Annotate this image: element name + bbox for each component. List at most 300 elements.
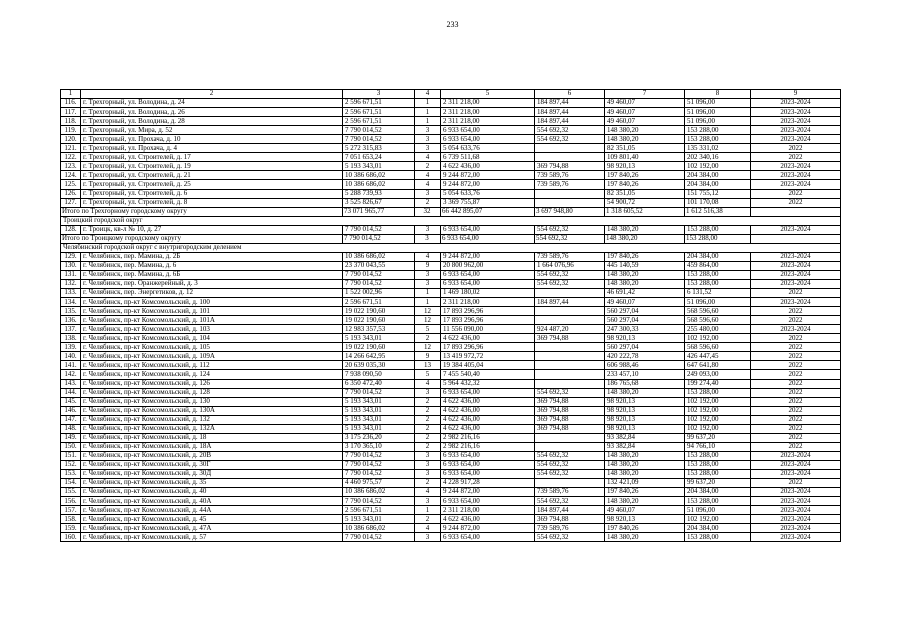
subtotal-label: Итого по Троицкому городскому округу [61,234,343,243]
value-cell: 2 982 216,16 [441,442,535,451]
value-cell: 102 192,00 [685,334,751,343]
value-cell: 2 [415,433,441,442]
row-number: 119. [61,126,81,135]
value-cell: 2022 [751,144,841,153]
value-cell: 197 840,26 [605,180,685,189]
value-cell: 420 222,78 [605,352,685,361]
row-number: 118. [61,117,81,126]
table-row [61,451,841,460]
value-cell: 4 460 975,57 [343,479,415,488]
address-cell: г. Трехгорный, ул. Строителей, д. 6 [81,189,343,198]
value-cell: 6 933 654,00 [441,126,535,135]
row-number: 133. [61,289,81,298]
row-number: 147. [61,415,81,424]
value-cell: 14 266 642,95 [343,352,415,361]
value-cell: 82 351,05 [605,144,685,153]
value-cell: 98 920,13 [605,415,685,424]
table-row [61,117,841,126]
row-number: 157. [61,506,81,515]
value-cell: 2023-2024 [751,108,841,117]
table-row [61,415,841,424]
value-cell: 554 692,32 [535,388,605,397]
address-cell: г. Челябинск, пр-кт Комсомольский, д. 45 [81,515,343,524]
value-cell: 554 692,32 [535,126,605,135]
value-cell: 9 244 872,00 [441,252,535,261]
value-cell: 5 193 343,01 [343,406,415,415]
value-cell: 2022 [751,361,841,370]
value-cell [535,289,605,298]
value-cell [535,144,605,153]
value-cell: 2022 [751,289,841,298]
value-cell: 148 380,20 [605,270,685,279]
value-cell: 148 380,20 [605,126,685,135]
value-cell: 13 [415,361,441,370]
table-row [61,433,841,442]
table-row [61,334,841,343]
value-cell: 6 739 511,68 [441,153,535,162]
value-cell: 3 [415,533,441,542]
value-cell: 7 455 540,40 [441,370,535,379]
value-cell: 98 920,13 [605,406,685,415]
value-cell: 51 096,00 [685,117,751,126]
value-cell: 184 897,44 [535,99,605,108]
value-cell: 739 589,76 [535,488,605,497]
value-cell: 2 311 218,00 [441,117,535,126]
row-number: 156. [61,497,81,506]
value-cell: 2023-2024 [751,99,841,108]
value-cell: 924 487,20 [535,325,605,334]
value-cell [535,442,605,451]
value-cell: 153 288,00 [685,469,751,478]
value-cell: 98 920,13 [605,424,685,433]
value-cell: 7 790 014,52 [343,460,415,469]
table-row [61,424,841,433]
value-cell: 6 933 654,00 [441,460,535,469]
row-number: 132. [61,279,81,288]
value-cell: 49 460,07 [605,108,685,117]
table-row [61,524,841,533]
value-cell: 2023-2024 [751,162,841,171]
value-cell: 9 [415,352,441,361]
value-cell: 54 900,72 [605,198,685,207]
value-cell: 568 596,60 [685,316,751,325]
table-row [61,198,841,207]
value-cell: 98 920,13 [605,397,685,406]
value-cell: 3 [415,469,441,478]
row-number: 155. [61,488,81,497]
address-cell: г. Челябинск, пр-кт Комсомольский, д. 126 [81,379,343,388]
value-cell: 7 790 014,52 [343,388,415,397]
value-cell: 2 [415,424,441,433]
value-cell: 197 840,26 [605,524,685,533]
table-row [61,352,841,361]
value-cell: 5 193 343,01 [343,334,415,343]
value-cell: 19 022 190,60 [343,316,415,325]
header-cell: 1 [61,90,81,99]
row-number: 141. [61,361,81,370]
value-cell: 5 054 633,76 [441,144,535,153]
value-cell: 184 897,44 [535,117,605,126]
table-row [61,479,841,488]
address-cell: г. Челябинск, пр-кт Комсомольский, д. 18А [81,442,343,451]
value-cell: 102 192,00 [685,415,751,424]
value-cell: 2 [415,479,441,488]
value-cell [535,361,605,370]
section-title-row [61,243,841,252]
value-cell: 4 622 436,00 [441,162,535,171]
value-cell: 202 340,16 [685,153,751,162]
table-body [61,90,841,542]
value-cell: 554 692,32 [535,451,605,460]
row-number: 138. [61,334,81,343]
value-cell: 7 790 014,52 [343,270,415,279]
value-cell: 9 244 872,00 [441,180,535,189]
value-cell: 6 933 654,00 [441,388,535,397]
value-cell: 233 457,10 [605,370,685,379]
value-cell: 1 [415,289,441,298]
value-cell: 5 193 343,01 [343,397,415,406]
value-cell [535,307,605,316]
table-row [61,180,841,189]
table-row [61,225,841,234]
value-cell: 153 288,00 [685,135,751,144]
value-cell: 739 589,76 [535,524,605,533]
value-cell: 9 244 872,00 [441,488,535,497]
value-cell: 554 692,32 [535,497,605,506]
address-cell: г. Челябинск, пр-кт Комсомольский, д. 101А [81,316,343,325]
value-cell: 3 525 826,67 [343,198,415,207]
subtotal-cell: 7 790 014,52 [343,234,415,243]
value-cell: 2023-2024 [751,261,841,270]
subtotal-row [61,234,841,243]
subtotal-cell [751,234,841,243]
value-cell: 148 380,20 [605,451,685,460]
value-cell: 153 288,00 [685,279,751,288]
value-cell: 2023-2024 [751,506,841,515]
value-cell: 6 933 654,00 [441,469,535,478]
value-cell: 3 [415,270,441,279]
subtotal-cell: 3 [415,234,441,243]
value-cell: 153 288,00 [685,225,751,234]
value-cell: 2 [415,198,441,207]
value-cell: 647 641,80 [685,361,751,370]
value-cell: 3 175 236,20 [343,433,415,442]
value-cell: 184 897,44 [535,298,605,307]
value-cell: 2023-2024 [751,135,841,144]
value-cell: 5 193 343,01 [343,415,415,424]
value-cell: 153 288,00 [685,388,751,397]
value-cell: 12 [415,307,441,316]
value-cell: 2022 [751,370,841,379]
value-cell: 184 897,44 [535,506,605,515]
value-cell: 369 794,88 [535,515,605,524]
address-cell: г. Трехгорный, ул. Строителей, д. 21 [81,171,343,180]
value-cell: 3 [415,497,441,506]
subtotal-label: Итого по Трехгорному городскому округу [61,207,343,216]
value-cell: 5 964 432,32 [441,379,535,388]
value-cell: 19 384 405,04 [441,361,535,370]
value-cell: 102 192,00 [685,515,751,524]
row-number: 129. [61,252,81,261]
table-row [61,171,841,180]
value-cell: 153 288,00 [685,533,751,542]
row-number: 116. [61,99,81,108]
value-cell: 2023-2024 [751,171,841,180]
address-cell: г. Челябинск, пр-кт Комсомольский, д. 130 [81,397,343,406]
table-row [61,144,841,153]
value-cell: 49 460,07 [605,117,685,126]
table-row [61,488,841,497]
value-cell: 5 [415,325,441,334]
value-cell: 20 639 035,30 [343,361,415,370]
table-row [61,126,841,135]
address-cell: г. Трехгорный, ул. Строителей, д. 25 [81,180,343,189]
address-cell: г. Челябинск, пр-кт Комсомольский, д. 109А [81,352,343,361]
row-number: 140. [61,352,81,361]
value-cell: 2022 [751,379,841,388]
value-cell: 5 054 633,76 [441,189,535,198]
row-number: 123. [61,162,81,171]
value-cell: 2022 [751,189,841,198]
table-row [61,252,841,261]
value-cell: 369 794,88 [535,424,605,433]
address-cell: г. Трехгорный, ул. Строителей, д. 17 [81,153,343,162]
value-cell: 6 933 654,00 [441,451,535,460]
value-cell: 6 933 654,00 [441,270,535,279]
value-cell: 82 351,05 [605,189,685,198]
value-cell: 6 933 654,00 [441,225,535,234]
table-row [61,388,841,397]
value-cell: 369 794,88 [535,406,605,415]
header-cell: 4 [415,90,441,99]
value-cell: 3 [415,460,441,469]
table-row [61,442,841,451]
value-cell: 151 755,12 [685,189,751,198]
value-cell: 7 790 014,52 [343,279,415,288]
value-cell: 3 [415,225,441,234]
value-cell [535,352,605,361]
value-cell: 3 [415,135,441,144]
value-cell: 199 274,40 [685,379,751,388]
value-cell: 4 [415,524,441,533]
header-cell: 2 [81,90,343,99]
value-cell: 7 790 014,52 [343,135,415,144]
value-cell: 2023-2024 [751,270,841,279]
value-cell: 4 622 436,00 [441,397,535,406]
value-cell: 4 [415,252,441,261]
value-cell: 2023-2024 [751,460,841,469]
value-cell: 3 [415,126,441,135]
value-cell: 1 [415,108,441,117]
value-cell: 2 [415,162,441,171]
header-cell: 8 [685,90,751,99]
row-number: 122. [61,153,81,162]
value-cell: 99 637,20 [685,479,751,488]
value-cell: 554 692,32 [535,460,605,469]
row-number: 153. [61,469,81,478]
value-cell: 7 790 014,52 [343,469,415,478]
address-cell: г. Трехгорный, ул. Строителей, д. 8 [81,198,343,207]
value-cell: 197 840,26 [605,171,685,180]
value-cell: 12 983 357,53 [343,325,415,334]
value-cell: 5 193 343,01 [343,162,415,171]
table-row [61,533,841,542]
value-cell: 2 [415,334,441,343]
subtotal-cell: 6 933 654,00 [441,234,535,243]
value-cell: 148 380,20 [605,388,685,397]
value-cell: 9 244 872,00 [441,524,535,533]
address-cell: г. Трехгорный, ул. Володина, д. 24 [81,99,343,108]
value-cell: 2023-2024 [751,252,841,261]
table-row [61,270,841,279]
row-number: 131. [61,270,81,279]
value-cell: 6 131,52 [685,289,751,298]
value-cell: 19 022 190,60 [343,307,415,316]
value-cell: 2022 [751,388,841,397]
section-title-row [61,216,841,225]
value-cell: 2022 [751,397,841,406]
row-number: 121. [61,144,81,153]
value-cell [535,343,605,352]
value-cell: 51 096,00 [685,108,751,117]
row-number: 128. [61,225,81,234]
value-cell: 560 297,04 [605,307,685,316]
value-cell: 4 [415,171,441,180]
value-cell: 2022 [751,352,841,361]
table-row [61,289,841,298]
row-number: 149. [61,433,81,442]
address-cell: г. Челябинск, пер. Энергетиков, д. 12 [81,289,343,298]
table-row [61,298,841,307]
value-cell: 153 288,00 [685,270,751,279]
value-cell: 4 622 436,00 [441,334,535,343]
value-cell: 255 480,00 [685,325,751,334]
value-cell: 204 384,00 [685,180,751,189]
table-row [61,99,841,108]
value-cell: 247 300,33 [605,325,685,334]
row-number: 117. [61,108,81,117]
value-cell: 560 297,04 [605,316,685,325]
value-cell: 4 622 436,00 [441,424,535,433]
value-cell: 739 589,76 [535,252,605,261]
value-cell: 2 596 671,51 [343,108,415,117]
value-cell: 10 386 686,02 [343,180,415,189]
table-row [61,497,841,506]
value-cell: 554 692,32 [535,279,605,288]
address-cell: г. Челябинск, пр-кт Комсомольский, д. 57 [81,533,343,542]
value-cell: 6 933 654,00 [441,533,535,542]
table-row [61,153,841,162]
value-cell: 102 192,00 [685,397,751,406]
value-cell: 98 920,13 [605,162,685,171]
header-cell: 9 [751,90,841,99]
table-row [61,279,841,288]
value-cell: 153 288,00 [685,451,751,460]
address-cell: г. Трехгорный, ул. Строителей, д. 19 [81,162,343,171]
value-cell: 2 596 671,51 [343,99,415,108]
row-number: 120. [61,135,81,144]
value-cell: 369 794,88 [535,415,605,424]
subtotal-cell: 3 697 948,80 [535,207,605,216]
value-cell: 7 938 090,50 [343,370,415,379]
value-cell: 739 589,76 [535,180,605,189]
address-cell: г. Трехгорный, ул. Мира, д. 52 [81,126,343,135]
address-cell: г. Челябинск, пр-кт Комсомольский, д. 20В [81,451,343,460]
value-cell: 102 192,00 [685,162,751,171]
address-cell: г. Челябинск, пр-кт Комсомольский, д. 40А [81,497,343,506]
table-row [61,162,841,171]
value-cell: 2 596 671,51 [343,298,415,307]
data-table [60,89,841,542]
row-number: 152. [61,460,81,469]
value-cell: 560 297,04 [605,343,685,352]
value-cell: 10 386 686,02 [343,488,415,497]
row-number: 158. [61,515,81,524]
address-cell: г. Трехгорный, ул. Прохача, д. 10 [81,135,343,144]
address-cell: г. Челябинск, пр-кт Комсомольский, д. 124 [81,370,343,379]
value-cell: 186 765,68 [605,379,685,388]
value-cell: 204 384,00 [685,252,751,261]
value-cell: 148 380,20 [605,497,685,506]
value-cell: 554 692,32 [535,533,605,542]
value-cell [535,479,605,488]
row-number: 144. [61,388,81,397]
value-cell: 2 [415,415,441,424]
table-row [61,325,841,334]
value-cell: 184 897,44 [535,108,605,117]
value-cell: 6 350 472,40 [343,379,415,388]
row-number: 136. [61,316,81,325]
address-cell: г. Челябинск, пр-кт Комсомольский, д. 104 [81,334,343,343]
value-cell: 2022 [751,307,841,316]
value-cell: 1 469 180,02 [441,289,535,298]
row-number: 160. [61,533,81,542]
value-cell: 148 380,20 [605,460,685,469]
value-cell: 7 790 014,52 [343,497,415,506]
value-cell: 2022 [751,479,841,488]
header-cell: 7 [605,90,685,99]
value-cell: 2023-2024 [751,225,841,234]
value-cell: 135 331,02 [685,144,751,153]
row-number: 159. [61,524,81,533]
value-cell: 4 [415,488,441,497]
value-cell: 554 692,32 [535,469,605,478]
value-cell: 46 691,42 [605,289,685,298]
value-cell: 2022 [751,415,841,424]
address-cell: г. Челябинск, пр-кт Комсомольский, д. 132 [81,415,343,424]
value-cell: 2 982 216,16 [441,433,535,442]
address-cell: г. Челябинск, пр-кт Комсомольский, д. 130А [81,406,343,415]
value-cell: 5 193 343,01 [343,424,415,433]
value-cell: 197 840,26 [605,252,685,261]
address-cell: г. Челябинск, пр-кт Комсомольский, д. 35 [81,479,343,488]
address-cell: г. Челябинск, пр-кт Комсомольский, д. 44А [81,506,343,515]
address-cell: г. Челябинск, пр-кт Комсомольский, д. 100 [81,298,343,307]
address-cell: г. Челябинск, пр-кт Комсомольский, д. 18 [81,433,343,442]
subtotal-cell [751,207,841,216]
value-cell: 4 [415,153,441,162]
value-cell: 2023-2024 [751,325,841,334]
address-cell: г. Челябинск, пр-кт Комсомольский, д. 47А [81,524,343,533]
address-cell: г. Трехгорный, ул. Володина, д. 28 [81,117,343,126]
address-cell: г. Челябинск, пр-кт Комсомольский, д. 40 [81,488,343,497]
value-cell: 1 522 002,96 [343,289,415,298]
value-cell: 2 311 218,00 [441,298,535,307]
value-cell: 148 380,20 [605,135,685,144]
subtotal-cell: 554 692,32 [535,234,605,243]
subtotal-cell: 1 318 605,52 [605,207,685,216]
value-cell: 1 [415,506,441,515]
